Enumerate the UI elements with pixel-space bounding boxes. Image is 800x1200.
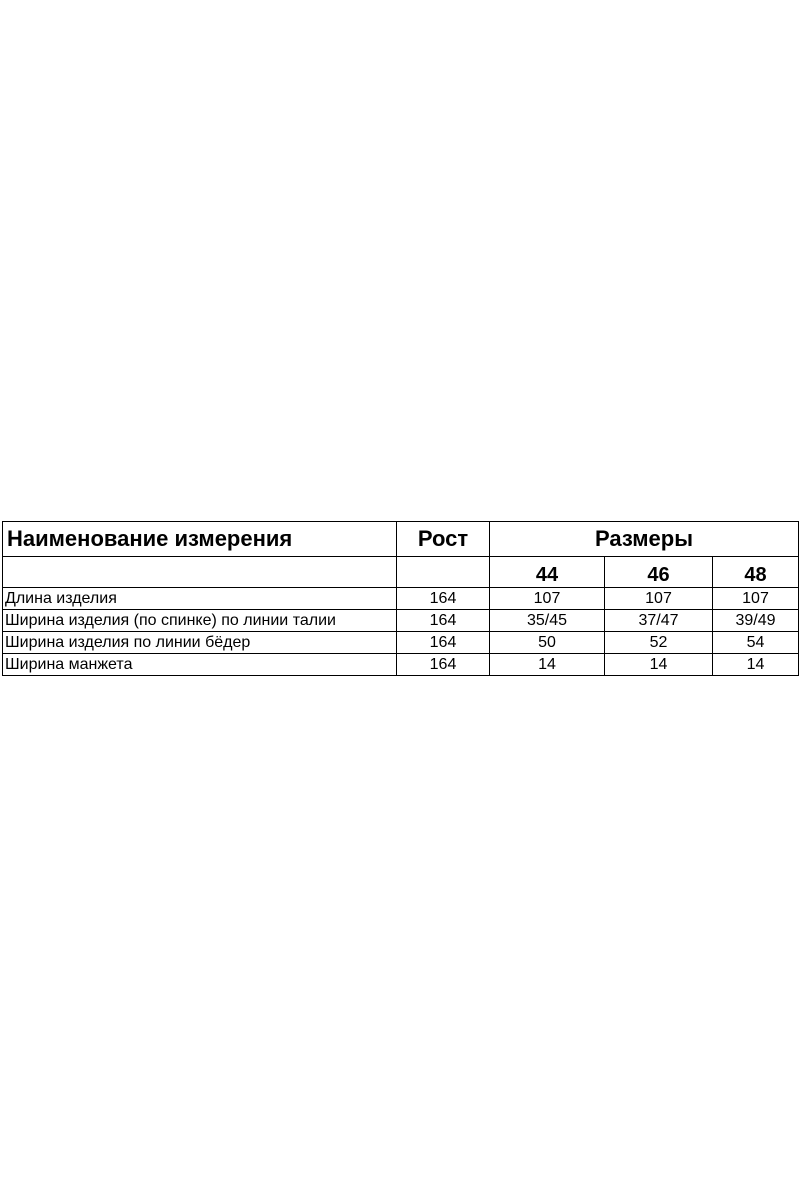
row-label: Ширина манжета: [3, 654, 397, 676]
row-value-48: 107: [713, 588, 799, 610]
size-numbers-row: [3, 557, 799, 588]
size-header-44: 44: [490, 557, 605, 588]
row-value-44: 107: [490, 588, 605, 610]
size-header-46: 46: [605, 557, 713, 588]
sizes-header: Размеры: [490, 522, 799, 557]
row-value-48: 14: [713, 654, 799, 676]
row-value-46: 37/47: [605, 610, 713, 632]
row-value-48: 54: [713, 632, 799, 654]
row-label: Ширина изделия (по спинке) по линии талии: [3, 610, 397, 632]
table-row: [3, 610, 799, 632]
row-height: 164: [397, 632, 490, 654]
empty-header-cell: [397, 557, 490, 588]
table-header-row: [3, 522, 799, 557]
table-row: [3, 588, 799, 610]
size-header-48: 48: [713, 557, 799, 588]
row-value-48: 39/49: [713, 610, 799, 632]
row-value-46: 107: [605, 588, 713, 610]
row-value-46: 52: [605, 632, 713, 654]
row-value-44: 35/45: [490, 610, 605, 632]
table-row: [3, 654, 799, 676]
row-value-44: 50: [490, 632, 605, 654]
measurement-name-header: Наименование измерения: [3, 522, 397, 557]
empty-header-cell: [3, 557, 397, 588]
row-label: Ширина изделия по линии бёдер: [3, 632, 397, 654]
row-height: 164: [397, 654, 490, 676]
table-row: [3, 632, 799, 654]
row-label: Длина изделия: [3, 588, 397, 610]
row-value-46: 14: [605, 654, 713, 676]
row-height: 164: [397, 610, 490, 632]
row-height: 164: [397, 588, 490, 610]
row-value-44: 14: [490, 654, 605, 676]
size-chart-table: [2, 521, 799, 676]
height-header: Рост: [397, 522, 490, 557]
